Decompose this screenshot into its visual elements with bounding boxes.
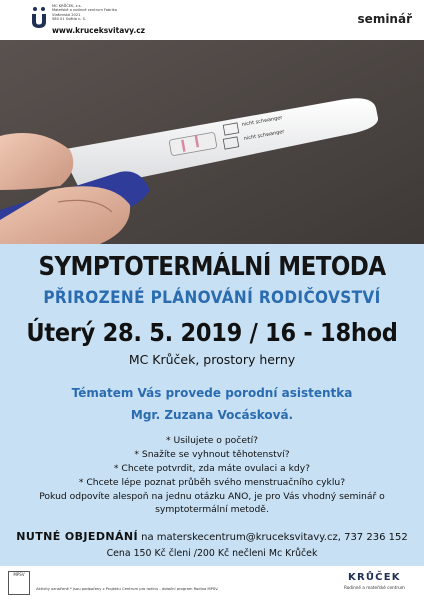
org-address <box>52 4 117 21</box>
pregnancy-test-illustration <box>0 40 424 244</box>
brand-logo: KRŮČEK <box>348 572 401 583</box>
org-line: 580 01 Světlá n. S. <box>52 16 87 21</box>
test-label: nicht schwanger <box>241 114 283 128</box>
website-link[interactable]: www.kruceksvitavy.cz <box>52 26 146 35</box>
mc-krucek-logo-icon <box>30 6 48 30</box>
footer-note: Aktivity označené * jsou podpořeny z Projektu Centrum pro rodinu - dotační program Rodina MPSV. <box>36 587 219 591</box>
event-datetime: Úterý 28. 5. 2019 / 16 - 18hod <box>26 318 398 347</box>
test-label: nicht schwanger <box>243 128 285 142</box>
event-title: SYMPTOTERMÁLNÍ METODA <box>38 252 386 282</box>
lecturer-name: Mgr. Zuzana Vocásková. <box>130 408 294 422</box>
order-contact[interactable]: na materskecentrum@kruceksvitavy.cz, 737 236 152 <box>141 532 408 543</box>
event-place: MC Krůček, prostory herny <box>128 352 296 367</box>
list-item: * Chcete potvrdit, zda máte ovulaci a kdy? <box>113 463 311 474</box>
brand-subtitle: Rodinné a mateřské centrum <box>344 585 405 590</box>
event-subtitle: PŘIROZENÉ PLÁNOVÁNÍ RODIČOVSTVÍ <box>43 288 381 308</box>
lecturer-intro: Tématem Vás provede porodní asistentka <box>71 386 353 400</box>
list-item: * Usilujete o početí? <box>165 435 259 446</box>
mpsv-logo-icon <box>8 571 30 595</box>
org-line: Mateřské a rodinné centrum Fabrika <box>52 8 117 13</box>
mpsv-label: MPSV <box>13 572 25 577</box>
org-line: Vlašimská 2021 <box>52 12 81 17</box>
list-item: * Chcete lépe poznat průběh svého menstruačního cyklu? <box>78 477 346 488</box>
event-kind-label: seminář <box>357 12 412 26</box>
org-line: MC KRŮČEK, z.s. <box>52 4 82 8</box>
question-list <box>0 434 424 490</box>
price-info: Cena 150 Kč členi /200 Kč nečleni Mc Krůček <box>106 548 318 559</box>
order-label: NUTNÉ OBJEDNÁNÍ <box>16 530 138 543</box>
pregnancy-test-photo <box>0 40 424 244</box>
list-item: * Snažíte se vyhnout těhotenství? <box>134 449 290 460</box>
order-line <box>0 530 424 543</box>
questions-closing: Pokud odpovíte alespoň na jednu otázku ANO, je pro Vás vhodný seminář o symptotermální metodě. <box>39 491 385 515</box>
